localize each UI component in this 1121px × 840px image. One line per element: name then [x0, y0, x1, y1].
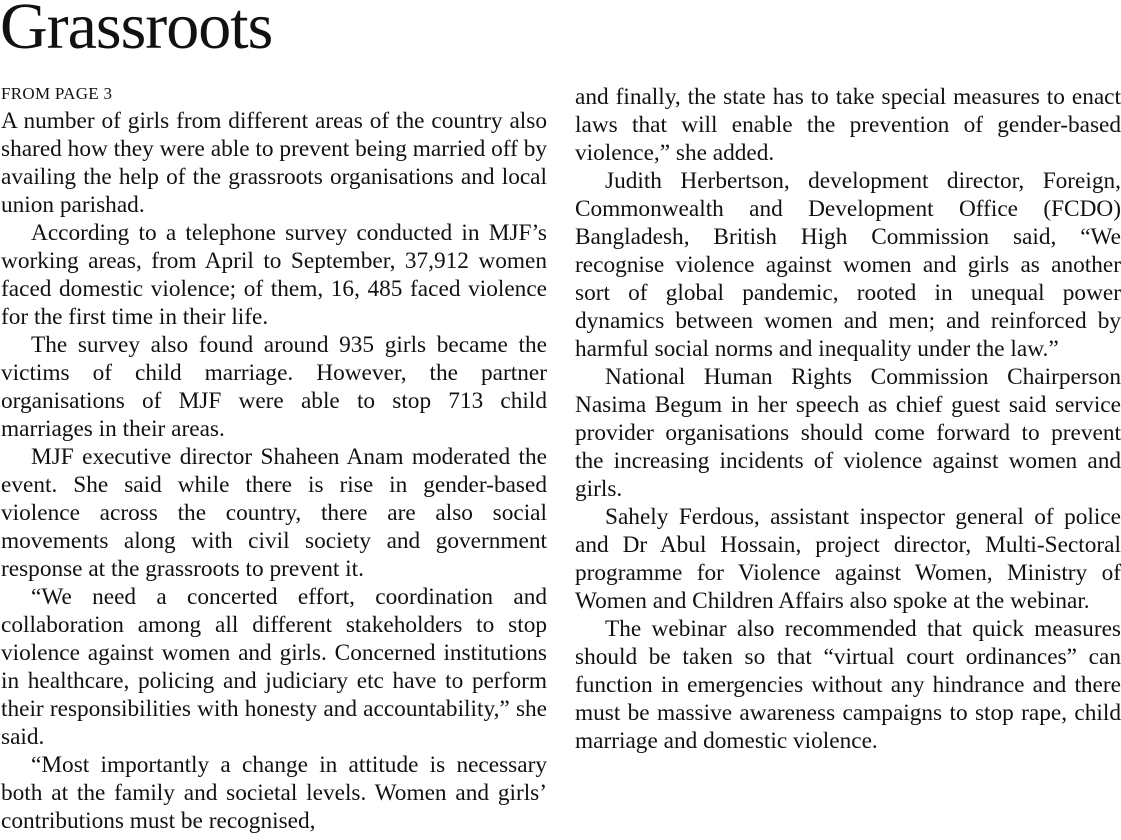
paragraph: MJF executive director Shaheen Anam moderated the event. She said while there is rise in gender-based violence across the country, there are also social movements along with civil society and government response at the grassroots to prevent it.	[1, 444, 547, 582]
paragraph: The survey also found around 935 girls became the victims of child marriage. However, the partner organisations of MJF were able to stop 713 child marriages in their areas.	[1, 332, 547, 442]
paragraph: and finally, the state has to take special measures to enact laws that will enable the prevention of gender-based violence,” she added.	[575, 84, 1121, 166]
article-headline: Grassroots	[0, 0, 273, 63]
paragraph: National Human Rights Commission Chairperson Nasima Begum in her speech as chief guest said service provider organisations should come forward to prevent the increasing incidents of violence against women and girls.	[575, 364, 1121, 502]
paragraph: The webinar also recommended that quick measures should be taken so that “virtual court ordinances” can function in emergencies without any hindrance and there must be massive awareness campaigns to stop rape, child marriage and domestic violence.	[575, 616, 1121, 754]
article-column-right	[575, 83, 1121, 755]
paragraph: According to a telephone survey conducted in MJF’s working areas, from April to September, 37,912 women faced domestic violence; of them, 16, 485 faced violence for the first time in their life.	[1, 220, 547, 330]
paragraph: “We need a concerted effort, coordination and collaboration among all different stakeholders to stop violence against women and girls. Concerned institutions in healthcare, policing and judiciary etc have to perform their responsibilities with honesty and accountability,” she said.	[1, 584, 547, 750]
article-column-left	[1, 107, 547, 835]
paragraph: A number of girls from different areas of the country also shared how they were able to prevent being married off by availing the help of the grassroots organisations and local union parishad.	[1, 108, 547, 218]
paragraph: Sahely Ferdous, assistant inspector general of police and Dr Abul Hossain, project director, Multi-Sectoral programme for Violence against Women, Ministry of Women and Children Affairs also spoke at the webinar.	[575, 504, 1121, 614]
continued-from-label: FROM PAGE 3	[1, 84, 113, 103]
paragraph: Judith Herbertson, development director, Foreign, Commonwealth and Development Office (FCDO) Bangladesh, British High Commission said, “We recognise violence against women and girls as another sort of global pandemic, rooted in unequal power dynamics between women and men; and reinforced by harmful social norms and inequality under the law.”	[575, 168, 1121, 362]
paragraph: “Most importantly a change in attitude is necessary both at the family and societal levels. Women and girls’ contributions must be recognised,	[1, 752, 547, 834]
